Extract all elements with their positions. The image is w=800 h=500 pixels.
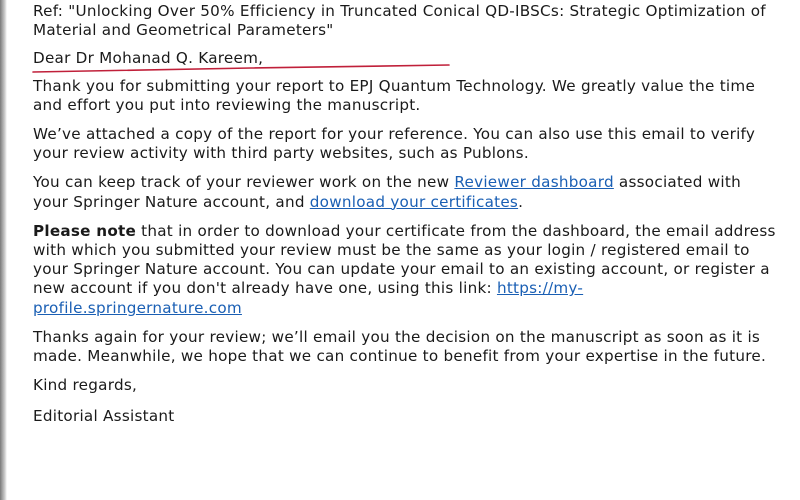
underline-stroke [33,65,449,72]
signoff: Kind regards, [33,376,138,395]
please-note-paragraph [33,222,776,318]
reference-line: Ref: "Unlocking Over 50% Efficiency in Truncated Conical QD-IBSCs: Strategic Optimization of Material and Geometrical Parameters" [33,2,766,40]
closing-paragraph: Thanks again for your review; we’ll email you the decision on the manuscript as soon as it is made. Meanwhile, we hope that we can continue to benefit from your expertise in the future. [33,327,767,366]
attachment-paragraph: We’ve attached a copy of the report for your reference. You can also use this email to verify your review activity with third party websites, such as Publons. [33,125,756,163]
dashboard-paragraph [33,173,776,211]
thank-you-paragraph: Thank you for submitting your report to EPJ Quantum Technology. We greatly value the time and effort you put into reviewing the manuscript. [33,76,756,114]
reviewer-dashboard-link[interactable]: Reviewer dashboard [454,173,614,192]
signature: Editorial Assistant [33,407,175,426]
dashboard-text-before: You can keep track of your reviewer work on the new [33,173,455,192]
dashboard-text-middle: associated with your Springer Nature account, and [33,173,741,211]
profile-link[interactable]: https://my-profile.springernature.com [33,279,584,317]
please-note-label: Please note [33,221,137,240]
download-certificates-link[interactable]: download your certificates [309,192,519,211]
handwritten-underline [31,63,451,75]
please-note-text: that in order to download your certificate from the dashboard, the email address with which you submitted your review must be the same as your login / registered email to your Springer Nature account. You can update your email to an existing account, or register a new account if you don't already have one, using this link: [33,221,776,298]
dashboard-text-after: . [518,192,524,211]
greeting-container [33,49,263,68]
greeting: Dear Dr Mohanad Q. Kareem, [33,49,264,68]
